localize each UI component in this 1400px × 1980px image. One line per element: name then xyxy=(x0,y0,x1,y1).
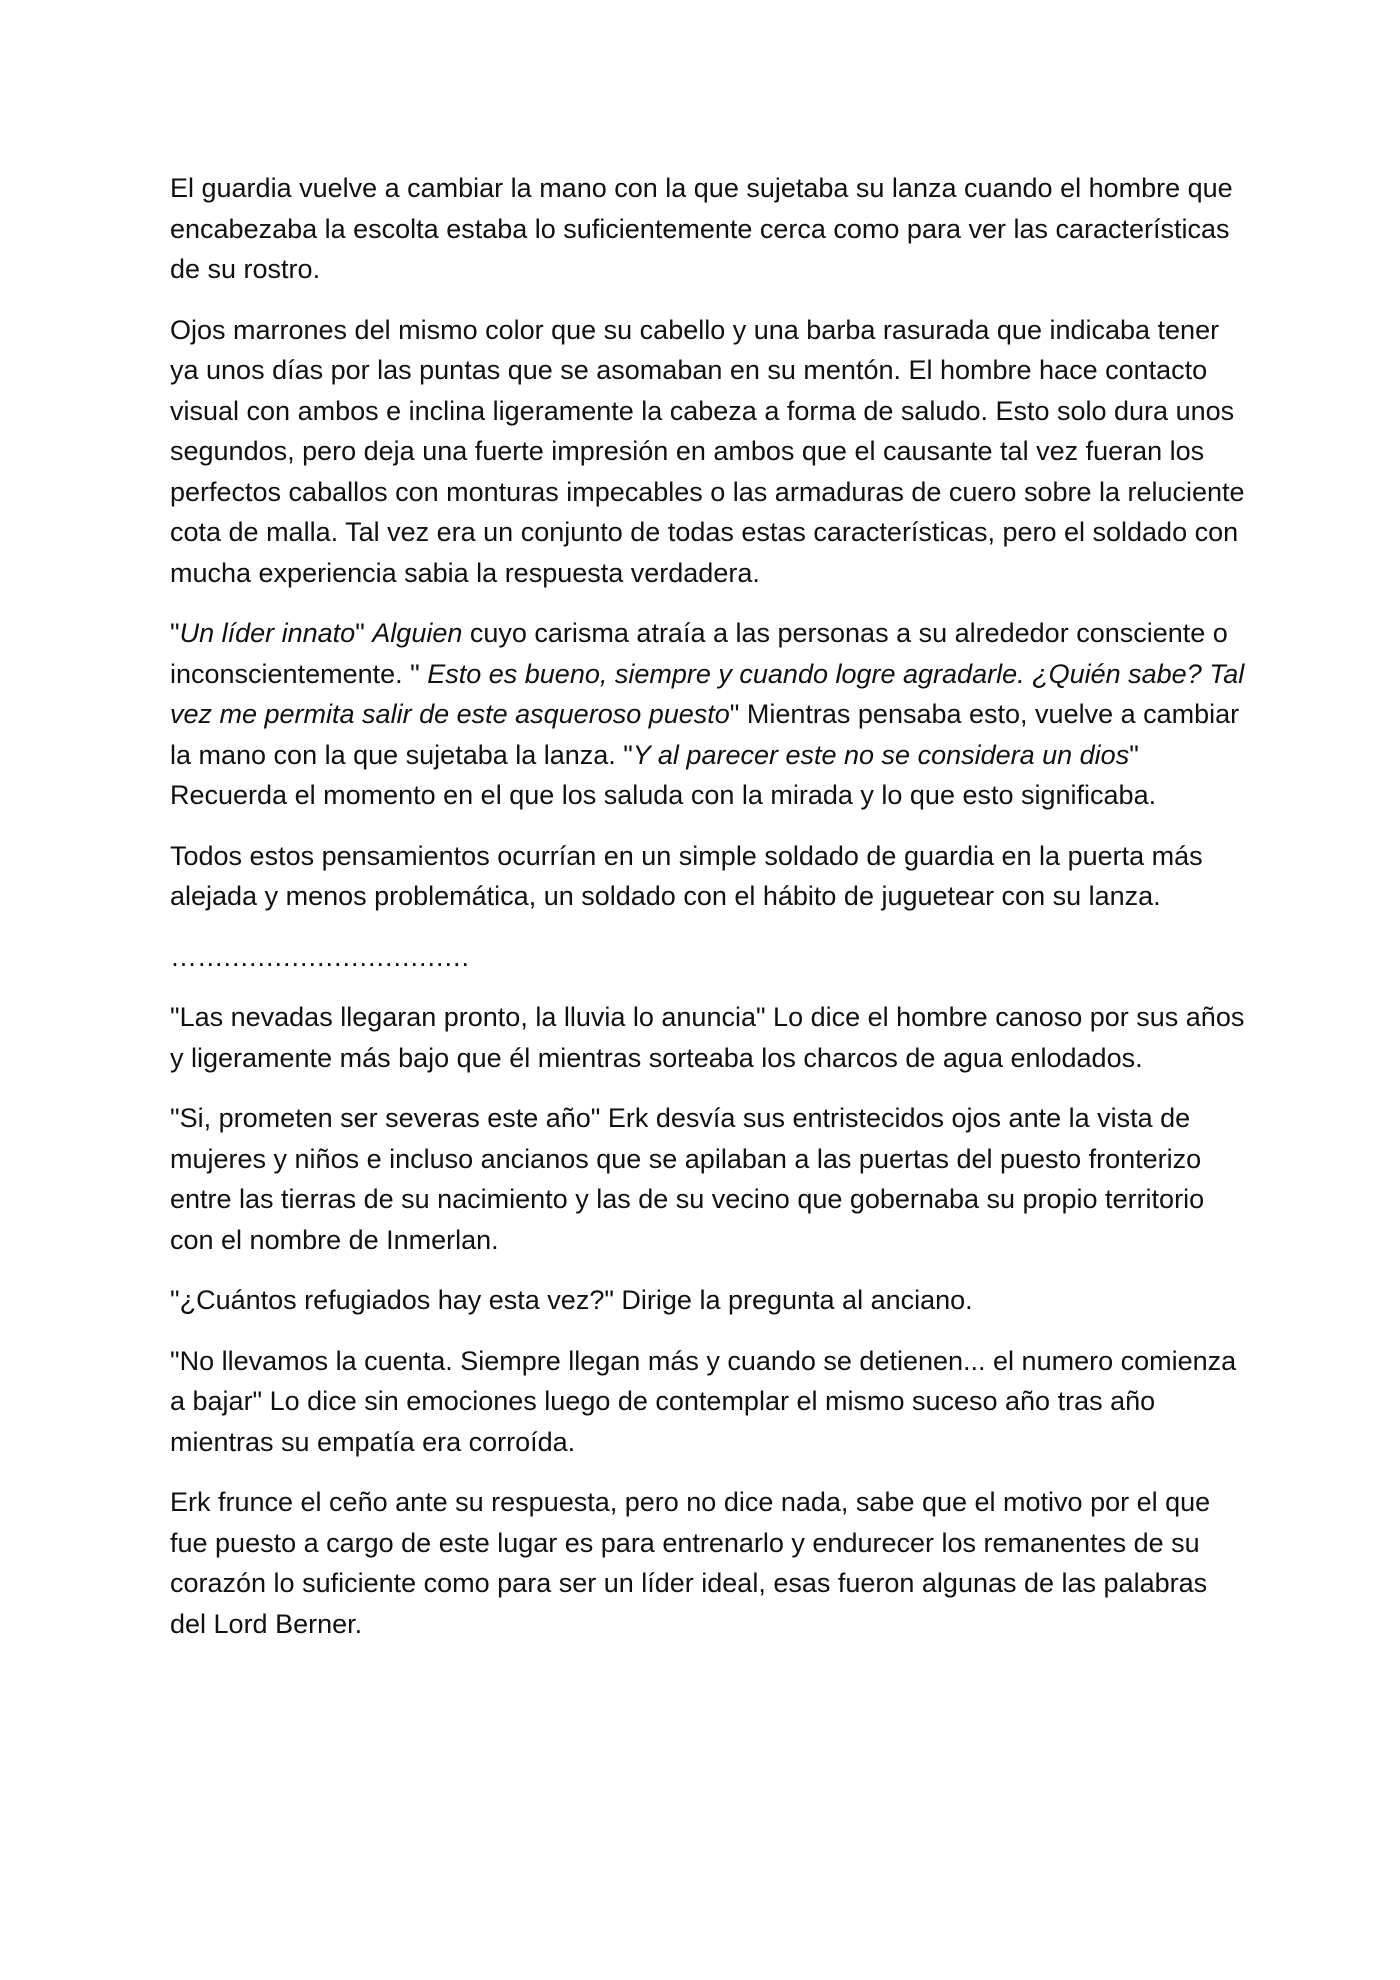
narration-text: cuyo carisma atraía a las personas a su alrededor consciente o inconscientemente. " xyxy=(170,618,1228,689)
scene-separator: …................................ xyxy=(170,941,471,972)
paragraph-guard-spear: El guardia vuelve a cambiar la mano con la que sujetaba su lanza cuando el hombre que encabezaba la escolta estaba lo suficientemente cerca como para ver las características de su rostro. xyxy=(170,173,1233,284)
thought-please-him: Esto es bueno, siempre y cuando logre agradarle. ¿Quién sabe? Tal vez me permita salir de este asqueroso puesto xyxy=(170,658,1245,729)
narration-text: " Recuerda el momento en el que los saluda con la mirada y lo que esto significaba. xyxy=(170,739,1157,810)
thought-born-leader: Un líder innato xyxy=(179,618,356,648)
quote-mark: " xyxy=(355,618,373,648)
paragraph-born-leader xyxy=(170,613,1250,816)
paragraph-soldier-thoughts: Todos estos pensamientos ocurrían en un simple soldado de guardia en la puerta más alejada y menos problemática, un soldado con el hábito de juguetear con su lanza. xyxy=(170,840,1203,911)
document-page xyxy=(170,168,1250,1664)
paragraph-refugee-question: "¿Cuántos refugiados hay esta vez?" Dirige la pregunta al anciano. xyxy=(170,1285,973,1315)
narration-text: " Mientras pensaba esto, vuelve a cambiar la mano con la que sujetaba la lanza. " xyxy=(170,699,1240,770)
paragraph-no-count: "No llevamos la cuenta. Siempre llegan más y cuando se detienen... el numero comienza a bajar" Lo dice sin emociones luego de contemplar el mismo suceso año tras año mientras su empatía era corroída. xyxy=(170,1345,1237,1457)
italic-word-alguien: Alguien xyxy=(372,618,463,648)
quote-mark: " xyxy=(170,618,180,648)
paragraph-erk-refugees: "Si, prometen ser severas este año" Erk desvía sus entristecidos ojos ante la vista de mujeres y niños e incluso ancianos que se apilaban a las puertas del puesto fronterizo entre las tierras de su nacimiento y las de su vecino que gobernaba su propio territorio con el nombre de Inmerlan. xyxy=(170,1103,1205,1255)
paragraph-erk-frowns: Erk frunce el ceño ante su respuesta, pero no dice nada, sabe que el motivo por el que fue puesto a cargo de este lugar es para entrenarlo y endurecer los remanentes de su corazón lo suficiente como para ser un líder ideal, esas fueron algunas de las palabras del Lord Berner. xyxy=(170,1487,1211,1639)
thought-not-a-god: Y al parecer este no se considera un dios xyxy=(632,739,1130,770)
paragraph-snowfall: "Las nevadas llegaran pronto, la lluvia lo anuncia" Lo dice el hombre canoso por sus años y ligeramente más bajo que él mientras sorteaba los charcos de agua enlodados. xyxy=(170,1002,1245,1073)
paragraph-man-description: Ojos marrones del mismo color que su cabello y una barba rasurada que indicaba tener ya unos días por las puntas que se asomaban en su mentón. El hombre hace contacto visual con ambos e inclina ligeramente la cabeza a forma de saludo. Esto solo dura unos segundos, pero deja una fuerte impresión en ambos que el causante tal vez fueran los perfectos caballos con monturas impecables o las armaduras de cuero sobre la reluciente cota de malla. Tal vez era un conjunto de todas estas características, pero el soldado con mucha experiencia sabia la respuesta verdadera. xyxy=(170,314,1245,588)
